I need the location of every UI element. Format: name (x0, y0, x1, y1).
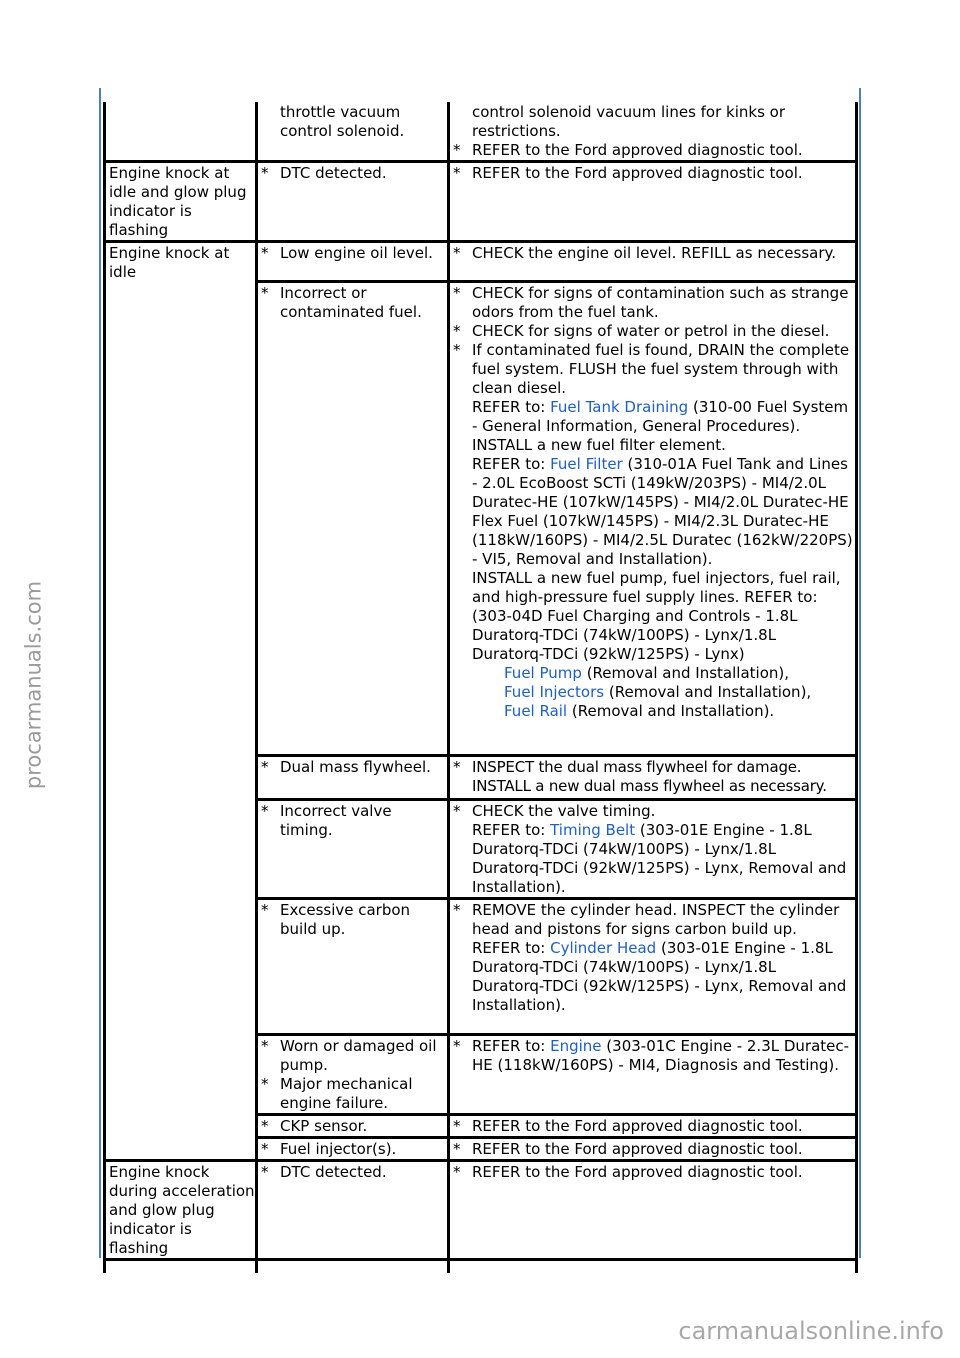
link-fuel-tank-draining[interactable]: Fuel Tank Draining (550, 398, 689, 416)
bottom-watermark: carmanualsonline.info (678, 1317, 944, 1345)
diagnosis-table (103, 102, 858, 1273)
action-cell: * CHECK for signs of contamination such as strange odors from the fuel tank. * CHECK for signs of water or petrol in the diesel. * If contaminated fuel is found, DRAIN the complete fuel system. FLUSH the fuel system through with clean diesel. REFER to: Fuel Tank Draining (310-00 Fuel System - General Information, General Procedures). INSTALL a new fuel filter element. REFER to: Fuel Filter (310-01A Fuel Tank and Lines - 2.0L EcoBoost SCTi (149kW/203PS) - MI4/2.0L Duratec-HE (107kW/145PS) - MI4/2.0L Duratec-HE Flex Fuel (107kW/145PS) - MI4/2.3L Duratec-HE (118kW/160PS) - MI4/2.5L Duratec (162kW/220PS) - VI5, Removal and Installation). INSTALL a new fuel pump, fuel injectors, fuel rail, and high-pressure fuel supply lines. REFER to: (303-04D Fuel Charging and Controls - 1.8L Duratorq-TDCi (74kW/100PS) - Lynx/1.8L Duratorq-TDCi (92kW/125PS) - Lynx) Fuel Pump (Removal and Installation), Fuel Injectors (Removal and Installation), Fuel Rail (Removal and Installation). (449, 282, 857, 756)
page-edge-right (859, 88, 861, 1258)
action-cell (449, 242, 857, 282)
bullet-item: * REFER to the Ford approved diagnostic tool. (453, 1163, 803, 1181)
action-cell (449, 1138, 857, 1161)
bullet-item: * REFER to: Engine (303-01C Engine - 2.3L Duratec-HE (118kW/160PS) - MI4, Diagnosis and Testing). (453, 1037, 850, 1074)
bullet-item: * Dual mass flywheel. (261, 758, 431, 776)
cause-cell (257, 800, 449, 899)
link-timing-belt[interactable]: Timing Belt (550, 821, 636, 839)
bullet-item: * DTC detected. (261, 1163, 387, 1181)
link-engine[interactable]: Engine (550, 1037, 602, 1055)
table-row (105, 102, 857, 162)
table-row (105, 1161, 857, 1260)
link-cylinder-head[interactable]: Cylinder Head (550, 939, 657, 957)
bullet-item: * Worn or damaged oil pump. (261, 1037, 437, 1074)
cause-cell (257, 1138, 449, 1161)
action-cell (449, 756, 857, 800)
action-cell (449, 162, 857, 242)
bullet-item: * Excessive carbon build up. (261, 901, 411, 938)
condition-cell (105, 102, 257, 162)
cause-cell (257, 162, 449, 242)
link-fuel-rail[interactable]: Fuel Rail (504, 702, 568, 720)
condition-cell: Engine knock at idle (105, 242, 257, 1161)
table-row-cutoff (105, 1260, 857, 1274)
cause-cell (257, 899, 449, 1035)
bullet-item: * CHECK the engine oil level. REFILL as necessary. (453, 244, 837, 262)
action-cell (449, 1161, 857, 1260)
link-fuel-filter[interactable]: Fuel Filter (550, 455, 623, 473)
side-watermark: procarmanuals.com (21, 580, 46, 790)
cause-cell (257, 1035, 449, 1115)
bullet-item: * If contaminated fuel is found, DRAIN the complete fuel system. FLUSH the fuel system through with clean diesel. (453, 341, 850, 397)
bullet-item: * Low engine oil level. (261, 244, 433, 262)
bullet-item: * CHECK for signs of water or petrol in the diesel. (453, 322, 830, 340)
page-edge-left (99, 88, 101, 1258)
condition-cell: Engine knock at idle and glow plug indicator is flashing (105, 162, 257, 242)
cause-cell (257, 282, 449, 756)
action-cell (449, 1035, 857, 1115)
table-row (105, 162, 857, 242)
bullet-item: * INSPECT the dual mass flywheel for damage. INSTALL a new dual mass flywheel as necessary. (453, 758, 827, 795)
bullet-item: * Major mechanical engine failure. (261, 1075, 413, 1112)
bullet-item: * Fuel injector(s). (261, 1140, 397, 1158)
table-row (105, 242, 857, 282)
action-cell: control solenoid vacuum lines for kinks or restrictions. * REFER to the Ford approved diagnostic tool. (449, 102, 857, 162)
bullet-item: * REMOVE the cylinder head. INSPECT the cylinder head and pistons for signs carbon build up. (453, 901, 840, 938)
link-fuel-pump[interactable]: Fuel Pump (504, 664, 582, 682)
bullet-item: * REFER to the Ford approved diagnostic tool. (453, 141, 803, 159)
action-cell: * CHECK the valve timing. REFER to: Timing Belt (303-01E Engine - 1.8L Duratorq-TDCi (74kW/100PS) - Lynx/1.8L Duratorq-TDCi (92kW/125PS) - Lynx, Removal and Installation). (449, 800, 857, 899)
bullet-item: * REFER to the Ford approved diagnostic tool. (453, 164, 803, 182)
cause-cell (257, 1115, 449, 1138)
condition-cell: Engine knock during acceleration and glow plug indicator is flashing (105, 1161, 257, 1260)
bullet-item: * CHECK the valve timing. (453, 802, 656, 820)
cause-cell (257, 242, 449, 282)
link-fuel-injectors[interactable]: Fuel Injectors (504, 683, 605, 701)
action-cell (449, 1115, 857, 1138)
cause-cell (257, 756, 449, 800)
action-cell: * REMOVE the cylinder head. INSPECT the cylinder head and pistons for signs carbon build up. REFER to: Cylinder Head (303-01E Engine - 1.8L Duratorq-TDCi (74kW/100PS) - Lynx/1.8L Duratorq-TDCi (92kW/125PS) - Lynx, Removal and Installation). (449, 899, 857, 1035)
bullet-item: * Incorrect or contaminated fuel. (261, 284, 422, 321)
bullet-item: * REFER to the Ford approved diagnostic tool. (453, 1117, 803, 1135)
bullet-item: * Incorrect valve timing. (261, 802, 392, 839)
cause-cell (257, 1161, 449, 1260)
cause-cell: throttle vacuum control solenoid. (257, 102, 449, 162)
bullet-item: * CHECK for signs of contamination such as strange odors from the fuel tank. (453, 284, 849, 321)
bullet-item: * CKP sensor. (261, 1117, 368, 1135)
bullet-item: * DTC detected. (261, 164, 387, 182)
bullet-item: * REFER to the Ford approved diagnostic tool. (453, 1140, 803, 1158)
